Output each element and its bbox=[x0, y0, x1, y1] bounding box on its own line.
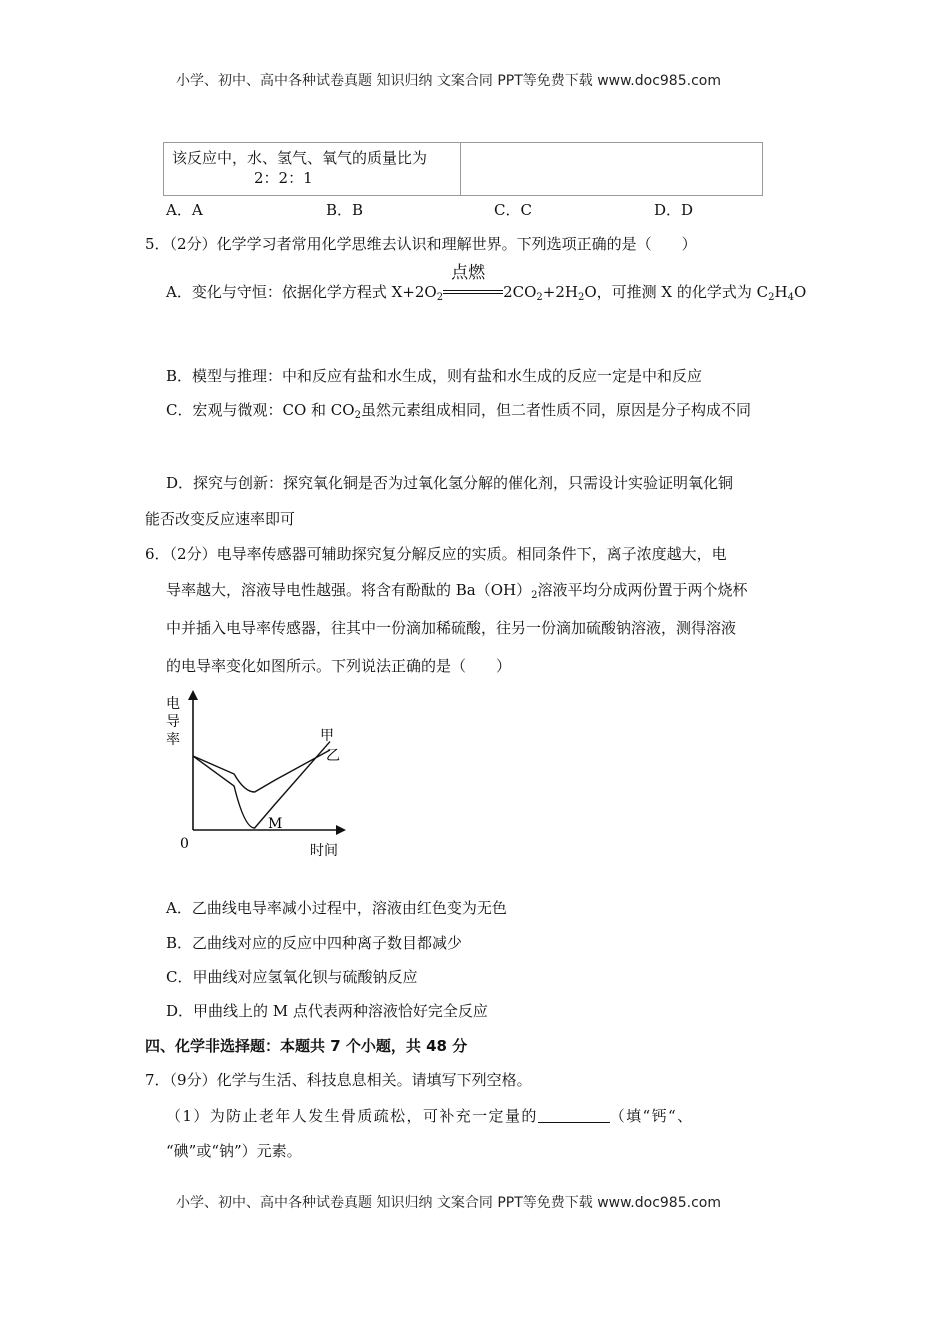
q5-option-c: C．宏观与微观：CO 和 $CO_2$虽然元素组成相同，但二者性质不同，原因是分子构成不同 bbox=[166, 401, 751, 421]
answer-blank[interactable] bbox=[538, 1108, 610, 1123]
answer-table bbox=[163, 142, 763, 196]
ylabel-char-3: 率 bbox=[166, 732, 180, 748]
y-axis-arrow bbox=[188, 690, 198, 700]
conductivity-chart bbox=[160, 688, 360, 863]
q4-option-a: A．A bbox=[166, 201, 203, 219]
page-header: 小学、初中、高中各种试卷真题 知识归纳 文案合同 PPT等免费下载 www.doc985.com bbox=[176, 73, 721, 89]
ylabel-char-2: 导 bbox=[166, 714, 180, 730]
q5-option-d-line2: 能否改变反应速率即可 bbox=[145, 510, 296, 528]
q6-option-a: A．乙曲线电导率减小过程中，溶液由红色变为无色 bbox=[166, 899, 507, 917]
section-4-title: 四、化学非选择题：本题共 7 个小题，共 48 分 bbox=[145, 1037, 468, 1055]
q4-option-b: B．B bbox=[326, 201, 364, 219]
q7-sub1-line2: “碘”或“钠”）元素。 bbox=[166, 1142, 302, 1160]
ylabel-char-1: 电 bbox=[166, 696, 180, 712]
table-cell-line1: 该反应中，水、氢气、氧气的质量比为 bbox=[172, 149, 428, 167]
q5-option-a: A．变化与守恒：依据化学方程式 $X+2O_2$ 点燃 $2CO_2+2H_2O$，可推测 X 的化学式为 $C_2H_4O$ bbox=[166, 263, 807, 303]
series-label-yi: 乙 bbox=[326, 748, 340, 764]
q6-option-d: D．甲曲线上的 M 点代表两种溶液恰好完全反应 bbox=[166, 1002, 488, 1020]
x-axis-arrow bbox=[336, 825, 346, 835]
q6-line1: 6．（2分）电导率传感器可辅助探究复分解反应的实质。相同条件下，离子浓度越大，电 bbox=[145, 545, 727, 563]
q5-stem: 5．（2分）化学学习者常用化学思维去认识和理解世界。下列选项正确的是（ ） bbox=[145, 235, 697, 253]
q7-stem: 7．（9分）化学与生活、科技息息相关。请填写下列空格。 bbox=[145, 1071, 532, 1089]
table-divider bbox=[460, 143, 461, 195]
table-cell-line2: 2：2：1 bbox=[254, 169, 313, 187]
q7-sub1-line1: （1）为防止老年人发生骨质疏松，可补充一定量的 （填“钙“、 bbox=[166, 1107, 694, 1125]
q6-line2: 导率越大，溶液导电性越强。将含有酚酞的 $Ba(OH)_2$溶液平均分成两份置于两个烧杯 bbox=[166, 581, 748, 601]
series-label-jia: 甲 bbox=[320, 728, 334, 744]
xlabel: 时间 bbox=[310, 843, 338, 859]
q6-option-b: B．乙曲线对应的反应中四种离子数目都减少 bbox=[166, 934, 463, 952]
q5-option-d-line1: D．探究与创新：探究氧化铜是否为过氧化氢分解的催化剂，只需设计实验证明氧化铜 bbox=[166, 474, 734, 492]
q6-line3: 中并插入电导率传感器，往其中一份滴加稀硫酸，往另一份滴加硫酸钠溶液，测得溶液 bbox=[166, 619, 737, 637]
origin-label: 0 bbox=[180, 836, 189, 852]
reaction-condition-arrow bbox=[443, 263, 503, 302]
q5-option-b: B．模型与推理：中和反应有盐和水生成，则有盐和水生成的反应一定是中和反应 bbox=[166, 367, 703, 385]
series-line-jia bbox=[193, 742, 330, 828]
point-m-label: M bbox=[268, 816, 283, 832]
q6-line4: 的电导率变化如图所示。下列说法正确的是（ ） bbox=[166, 657, 512, 675]
ignite-condition: 点燃 bbox=[451, 263, 486, 283]
q4-option-c: C．C bbox=[494, 201, 532, 219]
q4-option-d: D．D bbox=[654, 201, 694, 219]
q6-option-c: C．甲曲线对应氢氧化钡与硫酸钠反应 bbox=[166, 968, 418, 986]
page-footer: 小学、初中、高中各种试卷真题 知识归纳 文案合同 PPT等免费下载 www.doc985.com bbox=[176, 1195, 721, 1211]
